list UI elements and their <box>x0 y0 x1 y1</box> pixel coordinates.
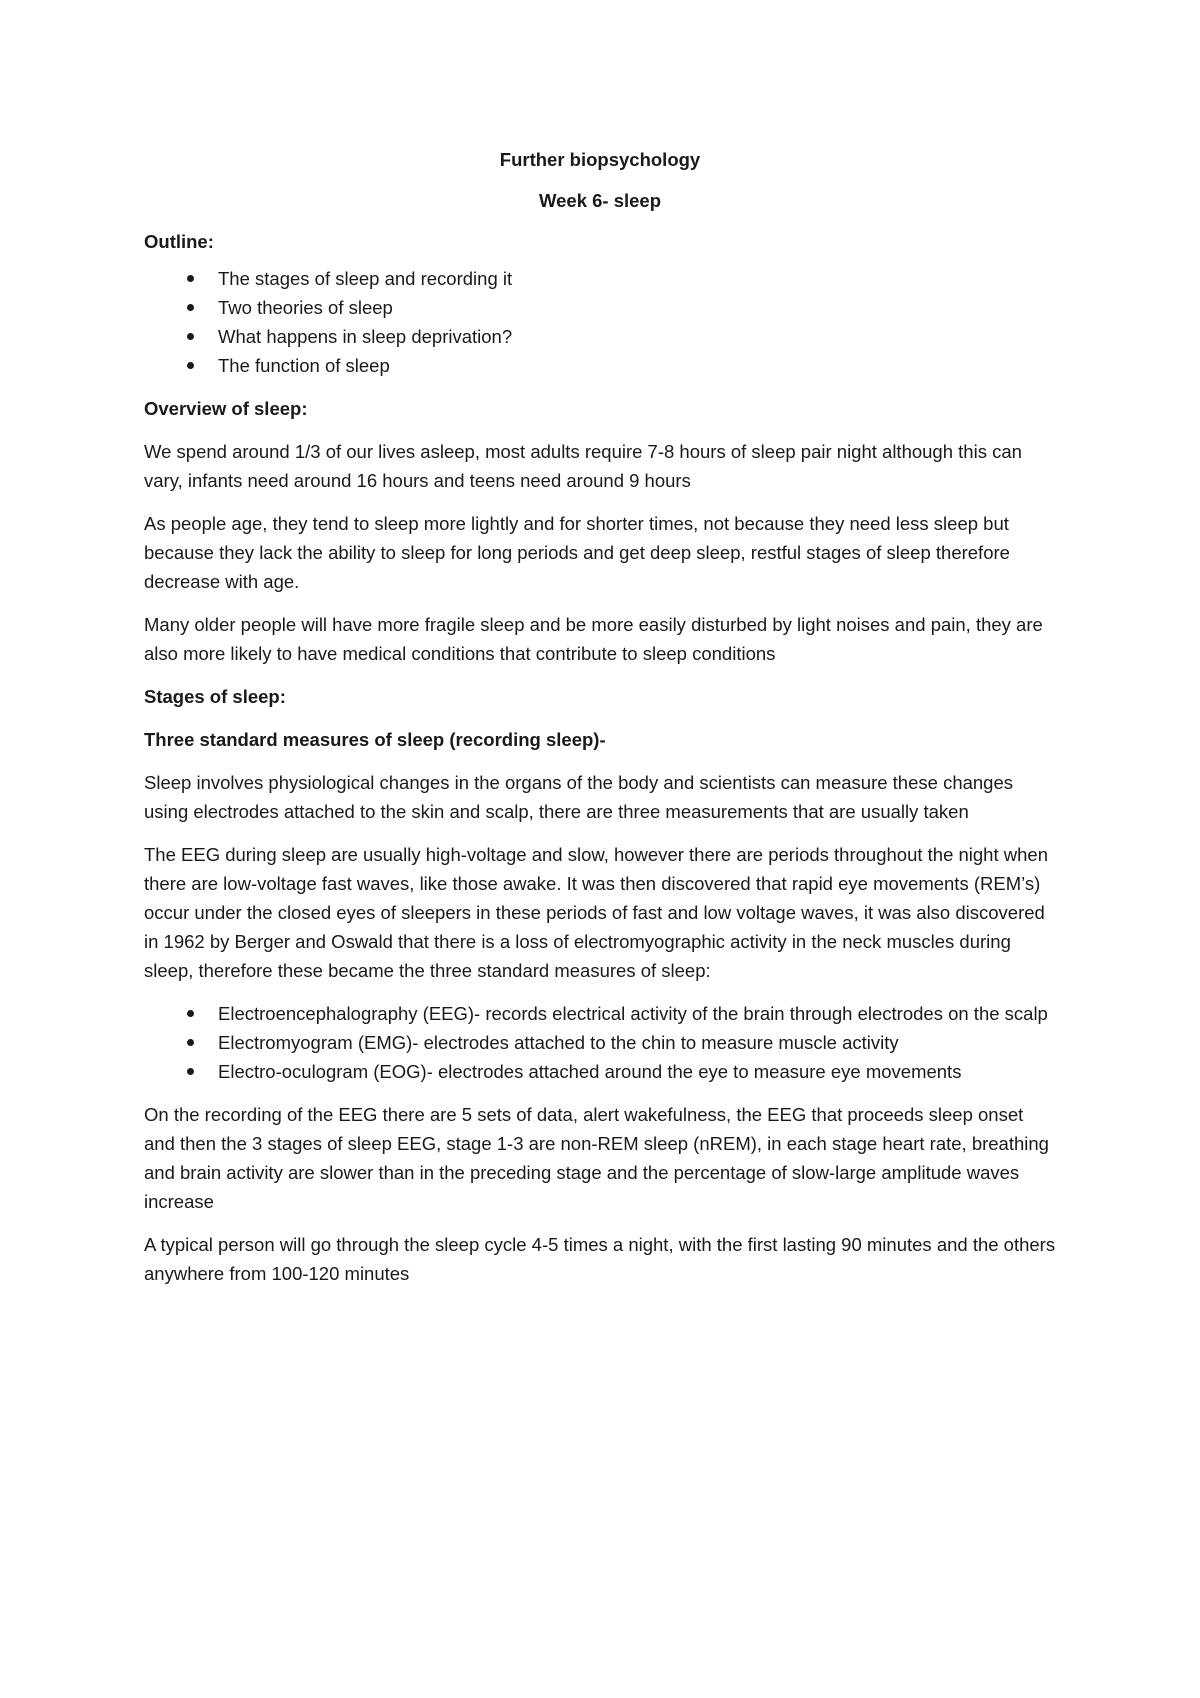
measures-list <box>144 999 1056 1086</box>
list-item: Electroencephalography (EEG)- records electrical activity of the brain through electrodes on the scalp <box>144 999 1056 1028</box>
document-subtitle: Week 6- sleep <box>538 190 662 211</box>
paragraph: Many older people will have more fragile sleep and be more easily disturbed by light noises and pain, they are also more likely to have medical conditions that contribute to sleep conditions <box>144 614 1043 664</box>
list-item: What happens in sleep deprivation? <box>144 322 1056 351</box>
document-page <box>144 145 1056 1302</box>
paragraph: We spend around 1/3 of our lives asleep, most adults require 7-8 hours of sleep pair night although this can vary, infants need around 16 hours and teens need around 9 hours <box>144 441 1022 491</box>
list-item: Electro-oculogram (EOG)- electrodes attached around the eye to measure eye movements <box>144 1057 1056 1086</box>
paragraph: On the recording of the EEG there are 5 sets of data, alert wakefulness, the EEG that proceeds sleep onset and then the 3 stages of sleep EEG, stage 1-3 are non-REM sleep (nREM), in each stage heart rate, breathing and brain activity are slower than in the preceding stage and the percentage of slow-large amplitude waves increase <box>144 1104 1049 1212</box>
measures-subheading: Three standard measures of sleep (recording sleep)- <box>144 729 606 750</box>
list-item: The function of sleep <box>144 351 1056 380</box>
overview-heading: Overview of sleep: <box>144 398 308 419</box>
outline-heading: Outline: <box>144 231 214 252</box>
paragraph: The EEG during sleep are usually high-voltage and slow, however there are periods throughout the night when there are low-voltage fast waves, like those awake. It was then discovered that rapid eye movements (REM’s) occur under the closed eyes of sleepers in these periods of fast and low voltage waves, it was also discovered in 1962 by Berger and Oswald that there is a loss of electromyographic activity in the neck muscles during sleep, therefore these became the three standard measures of sleep: <box>144 844 1048 981</box>
paragraph: A typical person will go through the sleep cycle 4-5 times a night, with the first lasting 90 minutes and the others anywhere from 100-120 minutes <box>144 1234 1056 1284</box>
stages-heading: Stages of sleep: <box>144 686 286 707</box>
list-item: Two theories of sleep <box>144 293 1056 322</box>
paragraph: Sleep involves physiological changes in the organs of the body and scientists can measure these changes using electrodes attached to the skin and scalp, there are three measurements that are usually taken <box>144 772 1014 822</box>
list-item: The stages of sleep and recording it <box>144 264 1056 293</box>
paragraph: As people age, they tend to sleep more lightly and for shorter times, not because they need less sleep but because they lack the ability to sleep for long periods and get deep sleep, restful stages of sleep therefore decrease with age. <box>144 513 1010 592</box>
document-title: Further biopsychology <box>499 149 701 170</box>
outline-list <box>144 264 1056 380</box>
list-item: Electromyogram (EMG)- electrodes attached to the chin to measure muscle activity <box>144 1028 1056 1057</box>
